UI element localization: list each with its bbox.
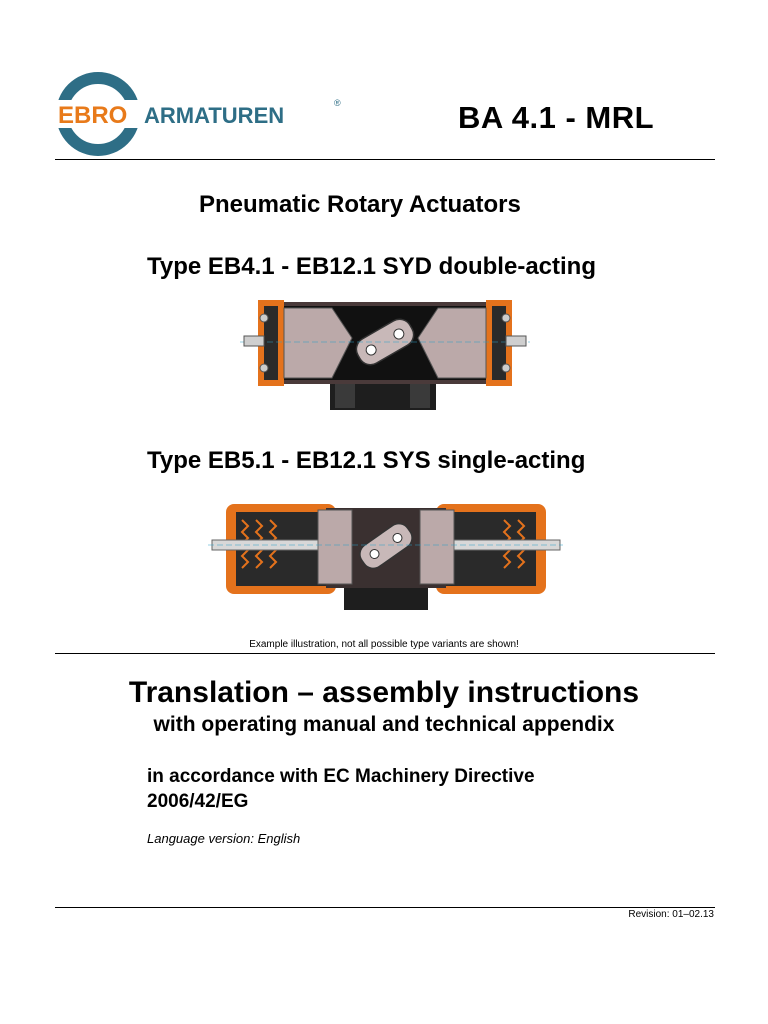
language-version: Language version: English xyxy=(147,831,301,846)
type-heading-double-acting: Type EB4.1 - EB12.1 SYD double-acting xyxy=(147,253,596,280)
footer-divider xyxy=(55,907,715,908)
document-code: BA 4.1 - MRL xyxy=(458,100,655,135)
logo-armaturen-text: ARMATUREN xyxy=(144,103,285,128)
product-title: Pneumatic Rotary Actuators xyxy=(199,191,521,218)
header-divider xyxy=(55,159,715,160)
revision-label: Revision: 01–02.13 xyxy=(628,909,714,920)
single-acting-actuator-illustration xyxy=(208,496,563,614)
double-acting-actuator-illustration xyxy=(240,298,530,412)
illustration-caption: Example illustration, not all possible type variants are shown! xyxy=(249,639,519,650)
type-heading-single-acting: Type EB5.1 - EB12.1 SYS single-acting xyxy=(147,447,586,474)
sub-heading: with operating manual and technical appendix xyxy=(153,713,615,736)
title-divider xyxy=(55,653,715,654)
directive-line-1: in accordance with EC Machinery Directive xyxy=(147,766,535,787)
main-heading: Translation – assembly instructions xyxy=(128,676,640,709)
logo-ebro-text: EBRO xyxy=(58,102,128,129)
directive-line-2: 2006/42/EG xyxy=(147,791,249,812)
ebro-armaturen-logo xyxy=(52,70,352,160)
logo-registered-mark: ® xyxy=(334,98,341,108)
